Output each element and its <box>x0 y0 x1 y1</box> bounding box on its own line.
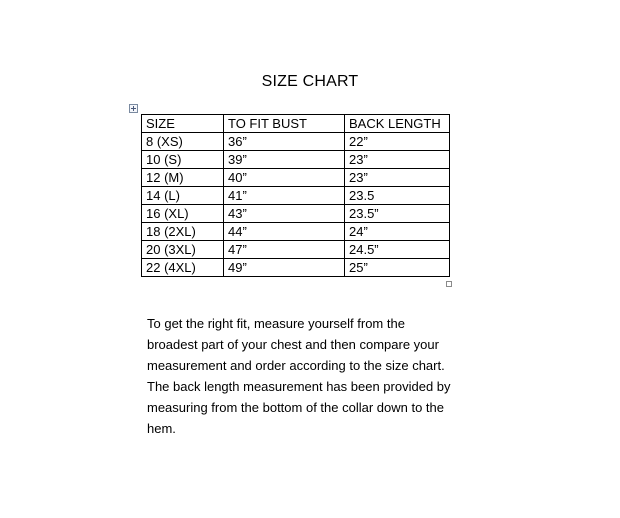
table-cell-bust: 43” <box>224 205 345 223</box>
table-row <box>142 205 450 223</box>
table-cell-back-length: 24.5” <box>345 241 450 259</box>
table-cell-size: 10 (S) <box>142 151 224 169</box>
table-row <box>142 223 450 241</box>
table-resize-icon[interactable] <box>446 281 452 287</box>
page-title: SIZE CHART <box>261 73 359 90</box>
header-cell-back-length: BACK LENGTH <box>345 115 450 133</box>
table-move-icon[interactable] <box>129 104 138 113</box>
table-cell-back-length: 23.5” <box>345 205 450 223</box>
table-cell-bust: 49” <box>224 259 345 277</box>
table-cell-bust: 47” <box>224 241 345 259</box>
table-row <box>142 151 450 169</box>
note-line: The back length measurement has been provided by <box>147 379 451 394</box>
note-line: hem. <box>147 421 176 436</box>
table-cell-size: 22 (4XL) <box>142 259 224 277</box>
table-cell-bust: 44” <box>224 223 345 241</box>
table-cell-size: 14 (L) <box>142 187 224 205</box>
table-cell-back-length: 22” <box>345 133 450 151</box>
note-line: To get the right fit, measure yourself from the <box>147 316 405 331</box>
size-table <box>141 114 450 277</box>
table-cell-back-length: 24” <box>345 223 450 241</box>
table-cell-size: 20 (3XL) <box>142 241 224 259</box>
table-cell-size: 16 (XL) <box>142 205 224 223</box>
note-line: broadest part of your chest and then compare your <box>147 337 439 352</box>
table-row <box>142 187 450 205</box>
table-row <box>142 169 450 187</box>
table-row <box>142 241 450 259</box>
table-cell-size: 18 (2XL) <box>142 223 224 241</box>
header-cell-size: SIZE <box>142 115 224 133</box>
table-cell-bust: 40” <box>224 169 345 187</box>
table-cell-size: 12 (M) <box>142 169 224 187</box>
table-row <box>142 133 450 151</box>
table-cell-bust: 39” <box>224 151 345 169</box>
note-line: measurement and order according to the size chart. <box>147 358 445 373</box>
table-cell-bust: 36” <box>224 133 345 151</box>
table-cell-size: 8 (XS) <box>142 133 224 151</box>
table-cell-back-length: 25” <box>345 259 450 277</box>
table-header-row <box>142 115 450 133</box>
table-cell-back-length: 23.5 <box>345 187 450 205</box>
fit-instructions <box>147 313 477 439</box>
table-row <box>142 259 450 277</box>
table-cell-back-length: 23” <box>345 151 450 169</box>
note-line: measuring from the bottom of the collar down to the <box>147 400 444 415</box>
table-cell-bust: 41” <box>224 187 345 205</box>
header-cell-bust: TO FIT BUST <box>224 115 345 133</box>
table-cell-back-length: 23” <box>345 169 450 187</box>
